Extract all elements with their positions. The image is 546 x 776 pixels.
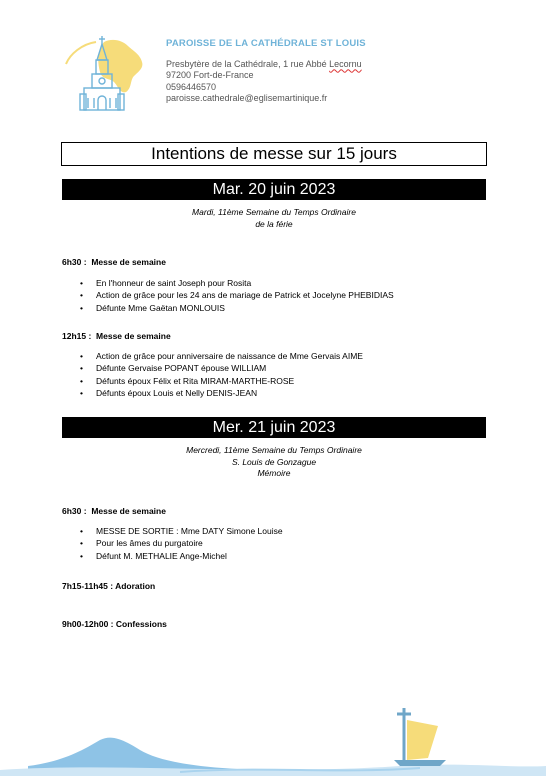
- list-item: • Action de grâce pour anniversaire de naissance de Mme Gervais AIME: [80, 350, 363, 362]
- list-item: • Défunt M. METHALIE Ange-Michel: [80, 550, 283, 562]
- list-item: • En l'honneur de saint Joseph pour Rosita: [80, 277, 394, 289]
- address-line-2: 97200 Fort-de-France: [166, 70, 254, 80]
- liturgy-day-2: Mercredi, 11ème Semaine du Temps Ordinaire S. Louis de Gonzague Mémoire: [186, 445, 362, 478]
- list-item: • MESSE DE SORTIE : Mme DATY Simone Louise: [80, 525, 283, 537]
- page-title: Intentions de messe sur 15 jours: [61, 142, 487, 166]
- list-item: • Action de grâce pour les 24 ans de mariage de Patrick et Jocelyne PHEBIDIAS: [80, 289, 394, 301]
- date-bar-day-2: Mer. 21 juin 2023: [62, 417, 486, 438]
- intention-list: [80, 525, 283, 562]
- email-address[interactable]: paroisse.cathedrale@eglisemartinique.fr: [166, 93, 328, 103]
- list-item: • Défunts époux Félix et Rita MIRAM-MARTHE-ROSE: [80, 375, 363, 387]
- mass-heading: 12h15 : Messe de semaine: [62, 331, 171, 341]
- list-item: • Pour les âmes du purgatoire: [80, 537, 283, 549]
- address-line-1: Presbytère de la Cathédrale, 1 rue Abbé Lecornu: [166, 58, 362, 69]
- parish-logo: [62, 34, 144, 114]
- parish-contact-block: [166, 38, 366, 105]
- parish-name: PAROISSE DE LA CATHÉDRALE ST LOUIS: [166, 38, 366, 49]
- mass-heading: 6h30 : Messe de semaine: [62, 506, 166, 516]
- sailboat-icon: [394, 708, 446, 766]
- date-bar-day-1: Mar. 20 juin 2023: [62, 179, 486, 200]
- intention-list: [80, 350, 363, 399]
- island-silhouette: [28, 738, 260, 772]
- event-confessions: 9h00-12h00 : Confessions: [62, 619, 167, 629]
- liturgy-day-1: Mardi, 11ème Semaine du Temps Ordinaire de la férie: [192, 207, 356, 229]
- phone-number: 0596446570: [166, 81, 217, 92]
- mass-heading: 6h30 : Messe de semaine: [62, 257, 166, 267]
- footer-decoration: [0, 696, 546, 776]
- event-adoration: 7h15-11h45 : Adoration: [62, 581, 156, 591]
- list-item: • Défunts époux Louis et Nelly DENIS-JEAN: [80, 387, 363, 399]
- list-item: • Défunte Gervaise POPANT épouse WILLIAM: [80, 362, 363, 374]
- martinique-map-shape: [98, 40, 142, 92]
- list-item: • Défunte Mme Gaëtan MONLOUIS: [80, 302, 394, 314]
- intention-list: [80, 277, 394, 314]
